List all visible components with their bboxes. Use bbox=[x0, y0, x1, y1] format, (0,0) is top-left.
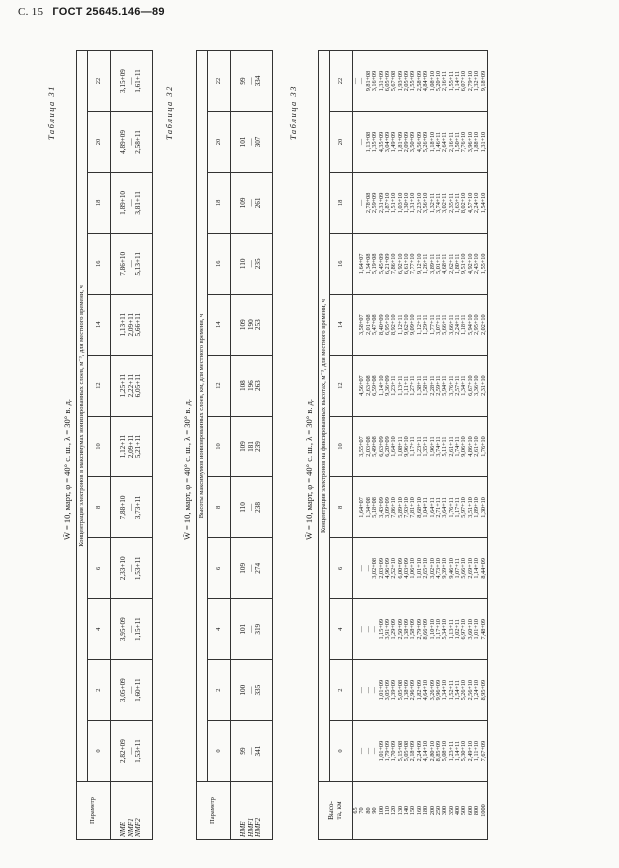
table-cell: 3,95+09 — 1,15+11 bbox=[119, 617, 143, 642]
table-cell: 1,12+11 2,09+11 5,21+11 bbox=[119, 434, 143, 459]
table-cell: 3,58+07 2,01+08 5,47+08 8,40+09 6,95+10 8,92+10 1,12+11 9,62+10 9,09+10 1,12+11 1,29+11 1,77+11 3,07+11 5,66+11 3,66+11 2,24+11 1,18+11 5,94+10 2,95+10 2,02+10 bbox=[358, 314, 487, 335]
table-cell: 3,05+09 — 1,60+11 bbox=[119, 678, 143, 703]
table-cell: 4,56+07 2,63+08 6,59+08 1,14+10 9,36+09 1,23+11 1,13+11 1,11+11 1,27+11 1,38+11 1,58+11 2,28+11 2,59+11 5,94+11 3,76+11 2,57+11 1,34+11 6,67+10 3,36+10 2,31+10 bbox=[358, 375, 487, 396]
table-cell: 7,86+10 — 5,13+11 bbox=[119, 251, 143, 276]
table-cell: 109 — 274 bbox=[239, 562, 263, 574]
col-header: 12 bbox=[208, 355, 231, 416]
col-header: 6 bbox=[330, 538, 353, 599]
param-names: HME HMF1 HMF2 bbox=[239, 817, 263, 837]
table-cell: 101 — 307 bbox=[239, 136, 263, 148]
table-32-label: Таблица 32 bbox=[164, 85, 174, 140]
col-header: 22 bbox=[88, 51, 111, 112]
col-header: 0 bbox=[208, 721, 231, 782]
col-header: 4 bbox=[88, 599, 111, 660]
table-31-param-header: Параметр bbox=[77, 782, 111, 840]
col-header: 16 bbox=[88, 233, 111, 294]
table-32 bbox=[196, 50, 273, 840]
table-31-condition: W̄ = 10, март, φ = 40° с. ш., λ = 30° в. д. bbox=[62, 398, 72, 540]
col-header: 14 bbox=[330, 294, 353, 355]
table-cell: 110 — 238 bbox=[239, 502, 263, 513]
col-header: 8 bbox=[330, 477, 353, 538]
col-header: 14 bbox=[88, 294, 111, 355]
table-cell: 2,33+10 — 1,53+11 bbox=[119, 556, 143, 581]
param-names: NME NMF1 NMF2 bbox=[119, 818, 143, 837]
table-33-condition: W̄ = 10, март, φ = 40° с. ш., λ = 30° в. д. bbox=[304, 398, 314, 540]
table-cell: 108 196 263 bbox=[239, 380, 263, 391]
col-header: 18 bbox=[330, 172, 353, 233]
table-cell: — — — 1,15+09 3,91+09 1,29+09 2,50+09 1,38+09 1,58+09 2,79+09 8,66+09 1,10+10 1,17+10 5,34+10 1,13+11 1,02+11 6,97+10 3,60+10 1,01+10 7,48+09 bbox=[358, 618, 487, 640]
rotated-content bbox=[44, 40, 604, 840]
col-header: 10 bbox=[208, 416, 231, 477]
standard-number: ГОСТ 25645.146—89 bbox=[52, 6, 165, 18]
table-cell: 1,25+11 2,22+11 6,05+11 bbox=[119, 373, 143, 398]
table-cell: 1,64+07 1,34+08 5,18+08 3,43+09 3,09+09 7,86+10 5,89+10 7,93+10 7,81+10 8,68+10 1,04+11 1,64+11 2,71+11 3,64+11 1,76+11 1,17+11 5,97+10 3,51+10 1,89+10 1,30+10 bbox=[358, 497, 487, 518]
table-cell: 109 — 261 bbox=[239, 197, 263, 209]
table-cell: 2,82+09 — 1,53+11 bbox=[119, 739, 143, 763]
table-cell: — — — 1,01+09 3,05+09 1,39+09 5,05+08 1,38+09 2,96+09 1,82+09 4,64+10 3,26+09 9,96+09 1,34+10 1,52+11 1,54+11 5,26+10 2,56+10 1,24+10 8,95+09 bbox=[358, 679, 487, 701]
col-header: 4 bbox=[330, 599, 353, 660]
col-header: 14 bbox=[208, 294, 231, 355]
col-header: 2 bbox=[330, 660, 353, 721]
col-header: 8 bbox=[208, 477, 231, 538]
col-header: 20 bbox=[208, 112, 231, 173]
col-header: 6 bbox=[208, 538, 231, 599]
table-33-label: Таблица 33 bbox=[288, 85, 298, 140]
table-cell: 110 — 235 bbox=[239, 258, 263, 270]
col-header: 6 bbox=[88, 538, 111, 599]
col-header: 18 bbox=[208, 172, 231, 233]
table-cell: 1,13+11 2,09+11 5,66+11 bbox=[119, 312, 143, 337]
table-cell: 101 — 319 bbox=[239, 623, 263, 635]
table-32-condition: W̄ = 10, март, φ = 40° с. ш., λ = 30° в. д. bbox=[182, 398, 192, 540]
col-header: 20 bbox=[330, 112, 353, 173]
table-cell: 1,64+07 1,34+08 5,19+08 5,45+09 6,21+09 7,86+10 6,92+10 6,61+10 7,77+10 9,12+10 1,26+11 3,89+11 5,01+11 4,68+11 2,62+11 1,80+11 9,51+10 4,92+10 2,43+10 1,55+10 bbox=[358, 253, 487, 275]
table-cell: 99 — 341 bbox=[239, 745, 263, 757]
table-cell: — — 9,81+08 3,16+09 1,31+09 6,05+09 5,67+08 1,93+09 2,05+09 1,55+09 2,58+09 4,84+09 1,08+10 5,20+10 2,16+11 1,55+11 1,14+11 6,07+10 2,79+10 1,32+10 9,18+09 bbox=[352, 70, 487, 92]
table-32-param-header: Параметр bbox=[197, 782, 231, 840]
col-header: 0 bbox=[330, 721, 353, 782]
page-header bbox=[18, 6, 165, 18]
col-header: 16 bbox=[330, 233, 353, 294]
table-31-label: Таблица 31 bbox=[46, 85, 56, 140]
table-31 bbox=[76, 50, 153, 840]
col-header: 10 bbox=[88, 416, 111, 477]
height-list: 65 70 80 90 100 110 120 130 140 150 160 180 200 250 300 350 400 500 600 800 1000 bbox=[352, 804, 487, 817]
table-cell: 1,89+10 — 3,81+11 bbox=[119, 190, 143, 215]
page-number: С. 15 bbox=[18, 6, 44, 18]
col-header: 12 bbox=[88, 355, 111, 416]
table-cell: — — — 1,01+09 1,79+09 1,70+09 5,15+08 5,05+08 2,18+09 2,24+09 4,14+10 2,80+10 8,85+09 5,08+10 1,23+11 1,14+11 5,30+10 2,49+10 1,11+10 7,67+09 bbox=[358, 740, 487, 762]
table-33 bbox=[318, 50, 488, 840]
table-32-subheader: Высоты максимумов ионизированных слоев, км, для местного времени, ч bbox=[197, 51, 208, 782]
table-cell: 109 181 239 bbox=[239, 441, 263, 452]
col-header: 22 bbox=[330, 51, 353, 112]
table-cell: 109 190 253 bbox=[239, 319, 263, 331]
table-33-param-header: Высо- та, км bbox=[326, 801, 343, 820]
table-cell: 3,55+07 2,03+08 5,49+08 6,63+09 6,20+09 1,64+10 1,08+11 9,96+10 1,17+11 1,23+11 1,35+11 1,96+11 3,74+11 5,11+11 2,61+11 1,74+11 9,06+10 4,86+10 2,61+10 1,76+10 bbox=[358, 436, 487, 457]
col-header: 2 bbox=[88, 660, 111, 721]
col-header: 22 bbox=[208, 51, 231, 112]
col-header: 8 bbox=[88, 477, 111, 538]
table-cell: 99 — 334 bbox=[239, 75, 263, 87]
table-31-subheader: Концентрация электронов в максимумах ионизированных слоев, м⁻³, для местного времени, ч bbox=[77, 51, 88, 782]
table-cell: 3,15+09 — 1,61+11 bbox=[119, 69, 143, 93]
table-cell: — — 3,02+08 2,03+09 4,96+09 2,52+10 6,00+09 4,03+09 1,06+10 1,01+10 2,65+10 3,02+10 4,73+10 9,39+10 9,46+10 1,07+11 5,66+10 2,69+10 1,14+10 8,44+09 bbox=[358, 558, 487, 579]
col-header: 4 bbox=[208, 599, 231, 660]
col-header: 12 bbox=[330, 355, 353, 416]
table-cell: 4,89+09 — 2,58+11 bbox=[119, 130, 143, 154]
table-cell: — 2,78+08 2,59+09 2,31+09 1,87+10 1,51+10 1,03+10 1,30+10 1,31+10 2,23+10 3,56+10 1,32+11 3,74+11 3,02+11 2,35+11 1,63+11 8,02+10 4,57+10 2,24+10 1,54+10 bbox=[358, 192, 487, 214]
col-header: 20 bbox=[88, 112, 111, 173]
table-cell: 100 — 335 bbox=[239, 684, 263, 696]
table-33-subheader: Концентрация электронов на фиксированных высотах, м⁻³, для местного времени, ч bbox=[319, 51, 330, 782]
col-header: 16 bbox=[208, 233, 231, 294]
table-cell: — 1,13+08 1,35+09 4,35+09 3,04+09 1,49+09 1,81+09 2,09+09 3,50+09 4,56+09 5,26+09 1,18+10 1,46+11 2,64+11 2,16+11 1,50+11 7,76+10 3,96+10 1,88+10 1,31+10 bbox=[358, 131, 487, 153]
col-header: 2 bbox=[208, 660, 231, 721]
col-header: 10 bbox=[330, 416, 353, 477]
col-header: 0 bbox=[88, 721, 111, 782]
table-cell: 7,88+10 — 3,73+11 bbox=[119, 495, 143, 520]
col-header: 18 bbox=[88, 172, 111, 233]
